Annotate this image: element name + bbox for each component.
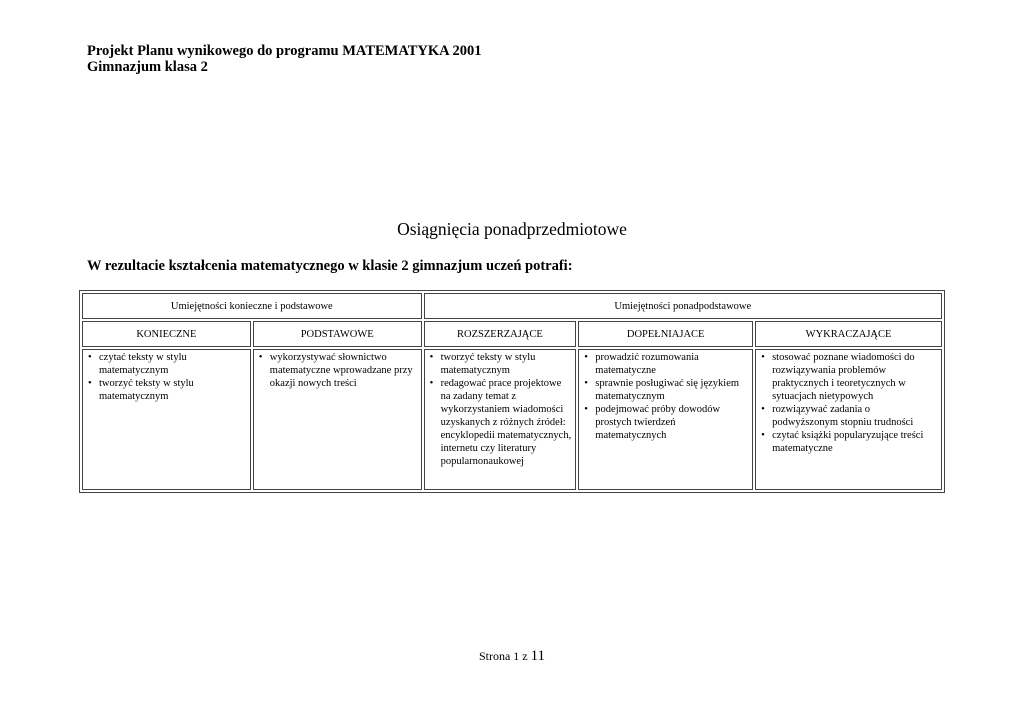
level-header-rozszerzajace: ROZSZERZAJĄCE: [424, 321, 577, 347]
bullet-icon: •: [88, 352, 92, 363]
page-number-text: Strona 1 z: [478, 649, 528, 663]
skill-text: prowadzić rozumowania matematyczne: [595, 352, 699, 376]
list-item: [761, 351, 938, 403]
skills-list: [259, 351, 418, 390]
skills-table: [79, 290, 945, 493]
bullet-icon: •: [761, 352, 765, 363]
bullet-icon: •: [584, 404, 588, 415]
level-header-podstawowe: PODSTAWOWE: [253, 321, 422, 347]
group-header-row: [82, 293, 942, 319]
content-row: [82, 349, 942, 490]
page-title: Osiągnięcia ponadprzedmiotowe: [397, 219, 627, 239]
level-header-konieczne: KONIECZNE: [82, 321, 251, 347]
skill-text: sprawnie posługiwać się językiem matematycznym: [595, 378, 740, 402]
header-line-1: Projekt Planu wynikowego do programu MATEMATYKA 2001: [87, 43, 482, 59]
level-header-row: [82, 321, 942, 347]
skill-text: redagować prace projektowe na zadany temat z wykorzystaniem wiadomości uzyskanych z różnych źródeł: encyklopedii matematycznych, internetu czy literatury popularnonaukowej: [440, 378, 572, 467]
bullet-icon: •: [88, 378, 92, 389]
list-item: [430, 351, 573, 377]
skill-text: tworzyć teksty w stylu matematycznym: [99, 378, 194, 402]
skills-list: [584, 351, 749, 442]
group-basic-header: Umiejętności konieczne i podstawowe: [82, 293, 422, 319]
level-header-dopelniajace: DOPEŁNIAJACE: [578, 321, 753, 347]
group-advanced-header: Umiejętności ponadpodstawowe: [424, 293, 942, 319]
skills-list: [761, 351, 938, 455]
list-item: [88, 351, 247, 377]
skill-text: czytać teksty w stylu matematycznym: [99, 352, 187, 376]
bullet-icon: •: [429, 352, 434, 363]
intro-text: W rezultacie kształcenia matematycznego w klasie 2 gimnazjum uczeń potrafi:: [87, 258, 573, 274]
bullet-icon: •: [761, 430, 765, 441]
bullet-icon: •: [761, 404, 765, 415]
bullet-icon: •: [258, 352, 263, 363]
list-item: [584, 403, 749, 442]
skill-text: czytać książki popularyzujące treści matematyczne: [772, 430, 924, 454]
cell-wykraczajace: [755, 349, 942, 490]
level-header-wykraczajace: WYKRACZAJĄCE: [755, 321, 942, 347]
cell-rozszerzajace: [424, 349, 577, 490]
skill-text: podejmować próby dowodów prostych twierdzeń matematycznych: [595, 404, 721, 441]
list-item: [88, 377, 247, 403]
header-line-2: Gimnazjum klasa 2: [87, 59, 208, 75]
skill-text: rozwiązywać zadania o podwyższonym stopniu trudności: [772, 404, 914, 428]
list-item: [584, 351, 749, 377]
list-item: [761, 429, 938, 455]
skill-text: stosować poznane wiadomości do rozwiązywania problemów praktycznych i teoretycznych w sytuacjach nietypowych: [772, 352, 915, 402]
bullet-icon: •: [584, 352, 588, 363]
skill-text: wykorzystywać słownictwo matematyczne wprowadzane przy okazji nowych treści: [269, 352, 413, 389]
page-footer: [0, 648, 1024, 664]
cell-konieczne: [82, 349, 251, 490]
list-item: [259, 351, 418, 390]
bullet-icon: •: [584, 378, 588, 389]
bullet-icon: •: [429, 378, 434, 389]
skills-list: [430, 351, 573, 468]
document-header: [87, 43, 481, 75]
list-item: [761, 403, 938, 429]
list-item: [584, 377, 749, 403]
page-total: 11: [530, 648, 546, 664]
list-item: [430, 377, 573, 468]
cell-podstawowe: [253, 349, 422, 490]
skill-text: tworzyć teksty w stylu matematycznym: [440, 352, 536, 376]
skills-list: [88, 351, 247, 403]
cell-dopelniajace: [578, 349, 753, 490]
